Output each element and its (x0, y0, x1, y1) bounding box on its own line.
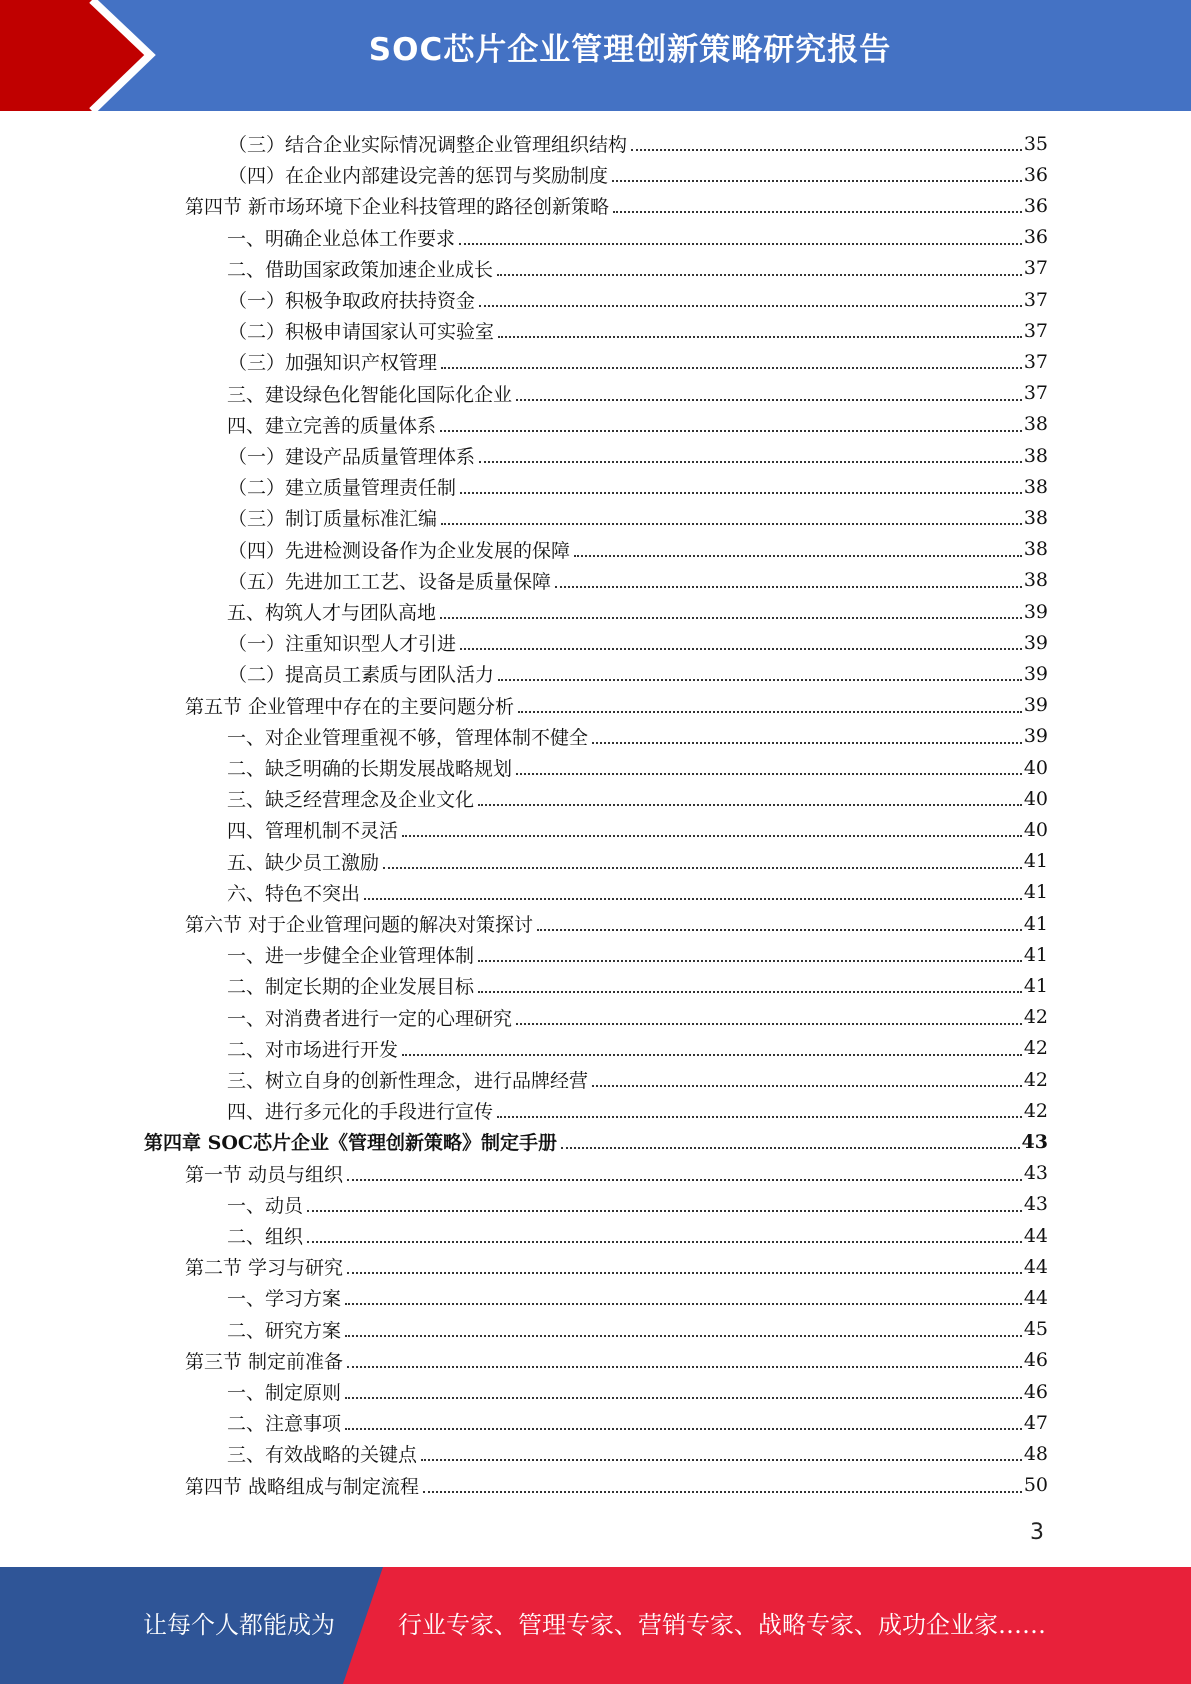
toc-dot-leader (402, 834, 1022, 837)
toc-dot-leader (561, 1146, 1020, 1149)
toc-entry-page: 38 (1023, 413, 1048, 436)
toc-entry[interactable] (228, 315, 1048, 346)
toc-dot-leader (440, 616, 1022, 619)
toc-entry[interactable] (228, 128, 1048, 159)
toc-dot-leader (497, 273, 1022, 276)
toc-dot-leader (479, 460, 1022, 463)
toc-entry-page: 38 (1023, 475, 1048, 498)
toc-entry-page: 46 (1023, 1349, 1048, 1372)
toc-dot-leader (613, 210, 1022, 213)
toc-entry-label: 三、建设绿色化智能化国际化企业 (227, 383, 513, 406)
toc-entry-page: 39 (1023, 694, 1048, 717)
page-header (0, 0, 1191, 111)
toc-entry-label: 二、研究方案 (227, 1319, 342, 1342)
toc-entry-page: 37 (1023, 257, 1048, 280)
toc-entry-page: 43 (1021, 1130, 1048, 1153)
toc-entry[interactable] (227, 939, 1048, 970)
toc-entry-page: 41 (1023, 881, 1048, 904)
toc-entry-page: 42 (1023, 1068, 1048, 1091)
toc-entry-label: 一、制定原则 (227, 1382, 342, 1404)
toc-entry-label: （一）积极争取政府扶持资金 (228, 290, 476, 312)
toc-dot-leader (345, 1334, 1022, 1337)
toc-entry-label: （三）制订质量标准汇编 (228, 508, 438, 531)
toc-entry-page: 48 (1023, 1442, 1048, 1465)
toc-dot-leader (555, 585, 1022, 588)
toc-entry-label: 一、学习方案 (227, 1288, 342, 1311)
toc-entry-label: 第四章 SOC芯片企业《管理创新策略》制定手册 (144, 1132, 558, 1155)
toc-entry[interactable] (228, 627, 1048, 658)
toc-entry-label: 一、进一步健全企业管理体制 (227, 945, 475, 968)
toc-entry[interactable] (228, 471, 1048, 502)
toc-entry-page: 50 (1023, 1474, 1048, 1497)
toc-entry-page: 38 (1023, 569, 1048, 592)
toc-dot-leader (345, 1427, 1022, 1430)
toc-entry-page: 46 (1023, 1380, 1048, 1403)
toc-entry[interactable] (227, 1407, 1048, 1438)
toc-dot-leader (478, 990, 1022, 993)
toc-entry-page: 42 (1023, 1037, 1048, 1060)
toc-dot-leader (347, 1271, 1022, 1274)
toc-entry[interactable] (228, 658, 1048, 689)
toc-dot-leader (478, 803, 1022, 806)
toc-entry[interactable] (227, 596, 1048, 627)
toc-entry-label: （一）注重知识型人才引进 (228, 633, 457, 656)
toc-entry[interactable] (228, 502, 1048, 533)
page-number: 3 (1030, 1520, 1044, 1545)
toc-entry-page: 41 (1023, 850, 1048, 873)
page-footer (0, 1567, 1191, 1684)
toc-entry[interactable] (185, 1251, 1048, 1282)
toc-entry-label: 第二节 学习与研究 (185, 1257, 344, 1280)
toc-entry[interactable] (185, 190, 1048, 221)
toc-entry-page: 36 (1023, 226, 1048, 249)
toc-entry-label: 一、对企业管理重视不够，管理体制不健全 (227, 726, 589, 749)
toc-entry[interactable] (227, 783, 1048, 814)
footer-slogan-left: 让每个人都能成为 (143, 1611, 335, 1639)
toc-entry-label: 三、缺乏经营理念及企业文化 (227, 789, 475, 812)
toc-entry-page: 47 (1023, 1411, 1048, 1434)
toc-dot-leader (498, 335, 1022, 338)
toc-entry-page: 41 (1023, 912, 1048, 935)
toc-entry[interactable] (185, 1158, 1048, 1189)
toc-dot-leader (497, 1115, 1022, 1118)
toc-entry-page: 42 (1023, 1006, 1048, 1029)
footer-slogan-right: 行业专家、管理专家、营销专家、战略专家、成功企业家…… (398, 1611, 1046, 1639)
toc-entry-label: 二、对市场进行开发 (227, 1038, 399, 1061)
toc-dot-leader (441, 522, 1022, 525)
toc-entry-label: 四、建立完善的质量体系 (227, 414, 437, 437)
toc-dot-leader (345, 1302, 1022, 1305)
toc-dot-leader (592, 741, 1022, 744)
toc-entry-label: 二、缺乏明确的长期发展战略规划 (227, 758, 513, 780)
toc-entry-page: 43 (1023, 1162, 1048, 1185)
toc-entry-label: 一、对消费者进行一定的心理研究 (227, 1007, 513, 1030)
toc-entry-label: 六、特色不突出 (227, 882, 361, 905)
toc-entry-label: （四）在企业内部建设完善的惩罚与奖励制度 (228, 165, 609, 188)
toc-entry-page: 37 (1023, 350, 1048, 373)
toc-entry-label: 一、明确企业总体工作要求 (227, 227, 456, 250)
toc-entry-page: 42 (1023, 1099, 1048, 1122)
toc-entry-label: 二、注意事项 (227, 1413, 342, 1436)
toc-entry[interactable] (227, 409, 1048, 440)
toc-entry-page: 38 (1023, 506, 1048, 529)
toc-entry[interactable] (227, 378, 1048, 409)
toc-dot-leader (440, 429, 1022, 432)
toc-entry-label: 五、缺少员工激励 (227, 851, 380, 874)
toc-dot-leader (518, 710, 1022, 713)
toc-dot-leader (347, 1365, 1022, 1368)
toc-entry-page: 44 (1023, 1224, 1048, 1247)
toc-entry-label: 五、构筑人才与团队高地 (227, 602, 437, 624)
toc-entry-label: （四）先进检测设备作为企业发展的保障 (228, 539, 571, 562)
header-title: SOC芯片企业管理创新策略研究报告 (368, 32, 892, 68)
toc-dot-leader (423, 1490, 1022, 1493)
toc-entry-page: 39 (1023, 662, 1048, 685)
toc-entry[interactable] (185, 690, 1048, 721)
toc-dot-leader (498, 678, 1022, 681)
toc-entry-label: （五）先进加工工艺、设备是质量保障 (228, 570, 552, 593)
toc-entry-label: 二、制定长期的企业发展目标 (227, 976, 475, 999)
toc-dot-leader (307, 1240, 1022, 1243)
toc-entry-label: （三）加强知识产权管理 (228, 352, 438, 375)
toc-entry[interactable] (228, 565, 1048, 596)
toc-entry-page: 39 (1023, 725, 1048, 748)
toc-entry-label: （二）积极申请国家认可实验室 (228, 321, 495, 344)
toc-dot-leader (347, 1178, 1022, 1181)
toc-entry-page: 44 (1023, 1255, 1048, 1278)
toc-dot-leader (460, 491, 1022, 494)
toc-entry[interactable] (227, 222, 1048, 253)
toc-entry-label: 第四节 战略组成与制定流程 (185, 1475, 420, 1498)
toc-entry[interactable] (227, 1314, 1048, 1345)
toc-dot-leader (516, 1022, 1022, 1025)
toc-entry[interactable] (228, 159, 1048, 190)
toc-dot-leader (516, 772, 1022, 775)
toc-dot-leader (364, 897, 1022, 900)
toc-entry-page: 35 (1023, 132, 1048, 155)
toc-entry[interactable] (227, 1002, 1048, 1033)
toc-entry-page: 41 (1023, 943, 1048, 966)
toc-entry-label: 一、动员 (227, 1194, 304, 1217)
toc-entry[interactable] (227, 1095, 1048, 1126)
toc-entry[interactable] (227, 752, 1048, 783)
toc-dot-leader (592, 1084, 1022, 1087)
toc-dot-leader (478, 959, 1022, 962)
toc-entry-label: （三）结合企业实际情况调整企业管理组织结构 (228, 134, 628, 156)
toc-entry-page: 39 (1023, 631, 1048, 654)
toc-entry-page: 40 (1023, 756, 1048, 779)
toc-entry-label: 三、树立自身的创新性理念，进行品牌经营 (227, 1070, 589, 1092)
toc-dot-leader (383, 866, 1022, 869)
toc-dot-leader (574, 554, 1022, 557)
toc-entry[interactable] (185, 1345, 1048, 1376)
toc-dot-leader (460, 647, 1022, 650)
toc-entry[interactable] (227, 1220, 1048, 1251)
toc-dot-leader (537, 928, 1022, 931)
toc-entry-label: 第一节 动员与组织 (185, 1163, 344, 1186)
toc-entry-page: 37 (1023, 382, 1048, 405)
toc-entry-label: 第五节 企业管理中存在的主要问题分析 (185, 695, 515, 718)
toc-entry[interactable] (227, 970, 1048, 1001)
toc-entry-label: 第三节 制定前准备 (185, 1350, 344, 1373)
toc-dot-leader (402, 1053, 1022, 1056)
toc-entry[interactable] (228, 534, 1048, 565)
toc-entry[interactable] (227, 1438, 1048, 1469)
toc-entry[interactable] (185, 908, 1048, 939)
toc-dot-leader (631, 148, 1022, 151)
toc-entry[interactable] (228, 284, 1048, 315)
toc-entry[interactable] (228, 440, 1048, 471)
toc-entry-page: 44 (1023, 1286, 1048, 1309)
toc-entry-label: 第四节 新市场环境下企业科技管理的路径创新策略 (185, 196, 610, 219)
toc-entry-page: 41 (1023, 974, 1048, 997)
toc-entry-label: （二）建立质量管理责任制 (228, 477, 457, 500)
toc-dot-leader (421, 1458, 1022, 1461)
toc-entry[interactable] (227, 877, 1048, 908)
toc-entry-page: 37 (1023, 288, 1048, 311)
toc-entry-page: 37 (1023, 319, 1048, 342)
toc-dot-leader (441, 366, 1022, 369)
toc-entry[interactable] (227, 1376, 1048, 1407)
toc-entry[interactable] (144, 1126, 1048, 1157)
toc-entry-label: 三、有效战略的关键点 (227, 1444, 418, 1467)
toc-dot-leader (516, 398, 1022, 401)
toc-entry-page: 43 (1023, 1193, 1048, 1216)
toc-entry-label: 二、组织 (227, 1226, 304, 1248)
toc-entry-label: 四、管理机制不灵活 (227, 820, 399, 843)
toc-dot-leader (479, 304, 1022, 307)
toc-dot-leader (459, 242, 1022, 245)
toc-entry[interactable] (227, 1189, 1048, 1220)
toc-entry[interactable] (227, 1282, 1048, 1313)
toc-entry-page: 38 (1023, 444, 1048, 467)
toc-entry-label: 二、借助国家政策加速企业成长 (227, 258, 494, 281)
toc-entry-page: 39 (1023, 600, 1048, 623)
toc-entry[interactable] (228, 346, 1048, 377)
toc-entry[interactable] (227, 846, 1048, 877)
toc-dot-leader (612, 179, 1022, 182)
toc-entry[interactable] (185, 1470, 1048, 1501)
toc-dot-leader (307, 1209, 1022, 1212)
toc-entry-label: （二）提高员工素质与团队活力 (228, 664, 495, 687)
toc-entry-page: 40 (1023, 818, 1048, 841)
toc-entry-label: 第六节 对于企业管理问题的解决对策探讨 (185, 914, 534, 936)
toc-entry[interactable] (227, 814, 1048, 845)
toc-entry-label: 四、进行多元化的手段进行宣传 (227, 1101, 494, 1124)
toc-dot-leader (345, 1396, 1022, 1399)
toc-entry[interactable] (227, 1064, 1048, 1095)
toc-entry[interactable] (227, 253, 1048, 284)
toc-entry-page: 36 (1023, 194, 1048, 217)
toc-entry[interactable] (227, 721, 1048, 752)
toc-entry-page: 45 (1023, 1318, 1048, 1341)
toc-entry-page: 38 (1023, 538, 1048, 561)
toc-entry[interactable] (227, 1033, 1048, 1064)
toc-entry-page: 36 (1023, 163, 1048, 186)
toc-entry-label: （一）建设产品质量管理体系 (228, 446, 476, 468)
toc-entry-page: 40 (1023, 787, 1048, 810)
